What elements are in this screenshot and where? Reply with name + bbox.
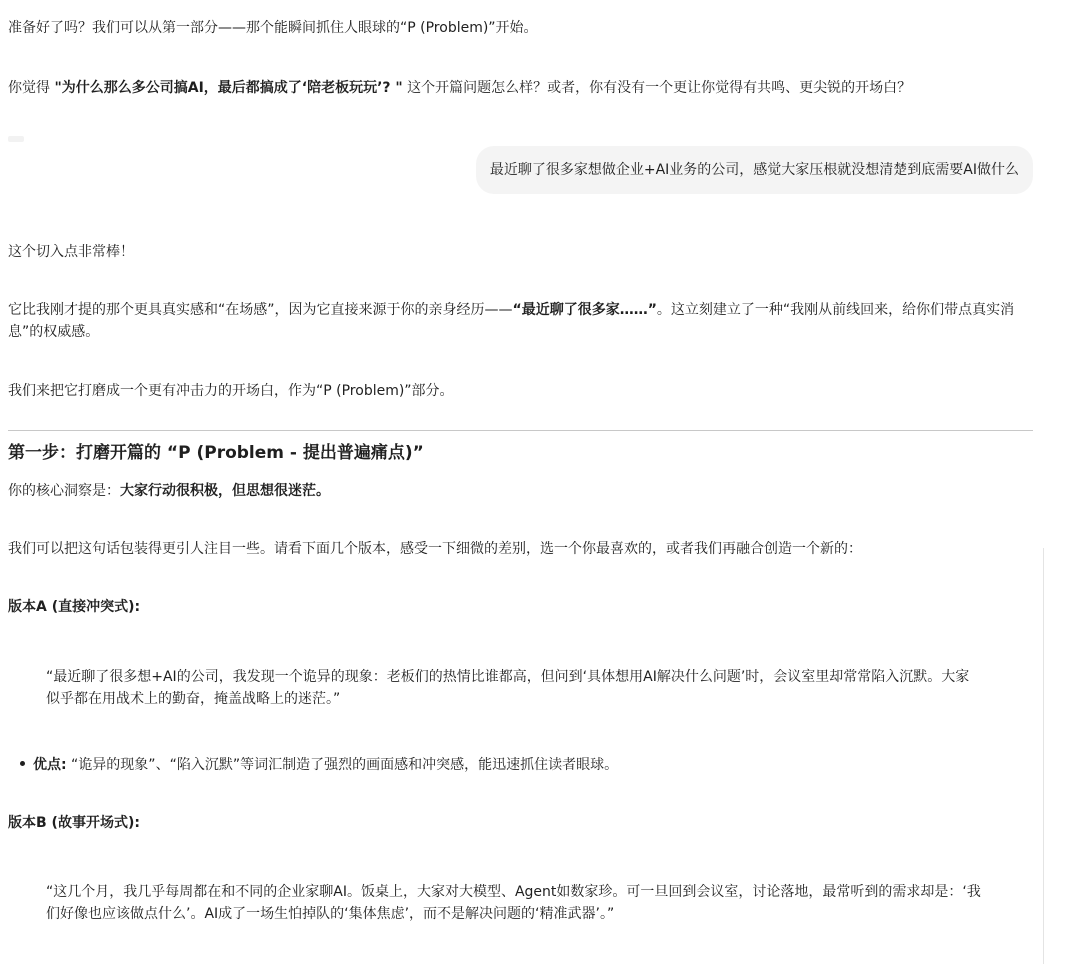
- assistant-text: 它比我刚才提的那个更具真实感和“在场感”，因为它直接来源于你的亲身经历——: [8, 302, 513, 318]
- section-heading: 第一步：打磨开篇的 “P (Problem - 提出普遍痛点)”: [8, 443, 424, 463]
- assistant-text: 我们可以把这句话包装得更引人注目一些。请看下面几个版本，感受一下细微的差别，选一个你最喜欢的，或者我们再融合创造一个新的：: [8, 541, 862, 557]
- assistant-bold-text: "为什么那么多公司搞AI，最后都搞成了‘陪老板玩玩’? ": [54, 80, 403, 96]
- insight-bold: 大家行动很积极，但思想很迷茫。: [120, 483, 330, 499]
- assistant-paragraph: [8, 241, 1038, 263]
- version-a-pros-bullet: [20, 754, 618, 776]
- assistant-message-line: [8, 77, 1038, 99]
- assistant-text: 这个开篇问题怎么样？或者，你有没有一个更让你觉得有共鸣、更尖锐的开场白？: [402, 80, 912, 96]
- version-a-label: 版本A (直接冲突式):: [8, 599, 141, 615]
- assistant-bold-text: “最近聊了很多家……”: [512, 302, 657, 318]
- bullet-dot-icon: [20, 761, 25, 766]
- assistant-text: 你觉得: [8, 80, 55, 96]
- version-b-label: 版本B (故事开场式):: [8, 815, 140, 831]
- scroll-track[interactable]: [1043, 548, 1044, 964]
- assistant-message-line: [8, 17, 1038, 39]
- section-divider: [8, 430, 1033, 431]
- assistant-paragraph: [8, 538, 1038, 560]
- version-b-quote: “这几个月，我几乎每周都在和不同的企业家聊AI。饭桌上，大家对大模型、Agent如数家珍。可一旦回到会议室，讨论落地，最常听到的需求却是：‘我们好像也应该做点什么’。AI成了一场生怕掉队的‘集体焦虑’，而不是解决问题的‘精准武器’。”: [46, 884, 981, 922]
- assistant-paragraph: [8, 299, 1038, 343]
- assistant-text: 准备好了吗？我们可以从第一部分——那个能瞬间抓住人眼球的“P (Problem)”开始。: [8, 20, 538, 36]
- assistant-text: 。这立刻建立了一种“我刚从前线回来，给你们带点真实消息”的权威感。: [8, 302, 1015, 340]
- assistant-paragraph: [8, 380, 1038, 402]
- bullet-text: “诡异的现象”、“陷入沉默”等词汇制造了强烈的画面感和冲突感，能迅速抓住读者眼球。: [66, 757, 619, 773]
- bullet-label: 优点:: [33, 757, 67, 773]
- message-actions-placeholder: [8, 136, 24, 142]
- user-message-bubble: [476, 146, 1033, 194]
- user-message-text: 最近聊了很多家想做企业+AI业务的公司，感觉大家压根就没想清楚到底需要AI做什么: [489, 162, 1019, 178]
- version-a-quote: “最近聊了很多想+AI的公司，我发现一个诡异的现象：老板们的热情比谁都高，但问到‘具体想用AI解决什么问题’时，会议室里却常常陷入沉默。大家似乎都在用战术上的勤奋，掩盖战略上的迷茫。”: [46, 669, 970, 707]
- insight-line: [8, 480, 1038, 502]
- assistant-text: 这个切入点非常棒！: [8, 244, 134, 260]
- assistant-text: 我们来把它打磨成一个更有冲击力的开场白，作为“P (Problem)”部分。: [8, 383, 454, 399]
- insight-prefix: 你的核心洞察是：: [8, 483, 120, 499]
